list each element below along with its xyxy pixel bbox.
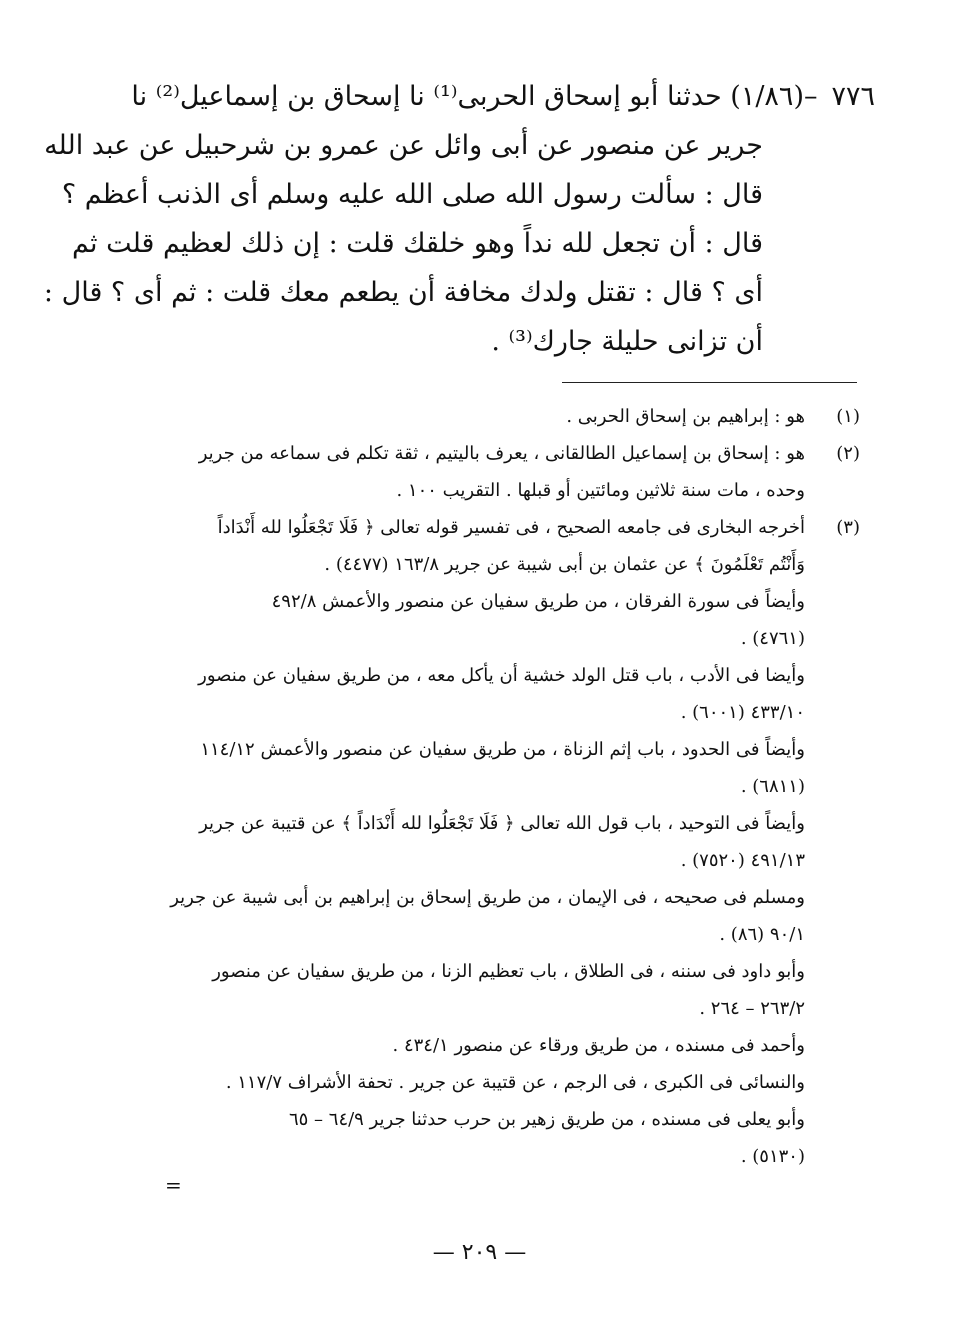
footnote-number: (١) <box>836 406 860 427</box>
footnote-line: ومسلم فى صحيحه ، فى الإيمان ، من طريق إسحاق بن إبراهيم بن أبى شيبة عن جرير <box>170 887 805 908</box>
footnote-2 <box>160 435 860 509</box>
footnote-3 <box>160 509 860 1175</box>
footnote-line: هو : إبراهيم بن إسحاق الحربى . <box>566 406 805 427</box>
footnote-line: ٤٩١/١٣ (٧٥٢٠) . <box>680 850 805 871</box>
hadith-line <box>131 72 875 121</box>
hadith-line: جرير عن منصور عن أبى وائل عن عمرو بن شرحبيل عن عبد الله <box>44 130 763 161</box>
footnote-line: وأيضاً فى الحدود ، باب إثم الزناة ، من طريق سفيان عن منصور والأعمش ١١٤/١٢ <box>200 739 805 760</box>
footnote-line: وأيضاً فى سورة الفرقان ، من طريق سفيان عن منصور والأعمش ٤٩٢/٨ <box>271 591 805 612</box>
footnote-line: (٤٧٦١) . <box>740 628 805 649</box>
hadith-line-text: –(١/٨٦) حدثنا أبو إسحاق الحربى⁽¹⁾ نا إسحاق بن إسماعيل⁽²⁾ نا <box>131 81 818 112</box>
footnote-number: (٣) <box>836 517 860 538</box>
footnote-line: ٩٠/١ (٨٦) . <box>719 924 805 945</box>
footnote-line: وحده ، مات سنة ثلاثين ومائتين أو قبلها . التقريب ١٠٠ . <box>396 480 805 501</box>
footnote-divider <box>562 382 857 383</box>
hadith-line: قال : سألت رسول الله صلى الله عليه وسلم أى الذنب أعظم ؟ <box>61 179 763 210</box>
footnote-line: ٢٦٣/٢ – ٢٦٤ . <box>699 998 805 1019</box>
footnote-line: وأيضا فى الأدب ، باب قتل الولد خشية أن يأكل معه ، من طريق سفيان عن منصور <box>198 665 805 686</box>
footnote-line: أخرجه البخارى فى جامعه الصحيح ، فى تفسير قوله تعالى ﴿ فَلَا تَجْعَلُوا لله أَنْدَاداً <box>217 517 805 538</box>
page-number: — ٢٠٩ — <box>432 1240 527 1265</box>
footnote-line: (٥١٣٠) . <box>740 1146 805 1167</box>
footnote-line: وأيضاً فى التوحيد ، باب قول الله تعالى ﴿ فَلَا تَجْعَلُوا لله أَنْدَاداً ﴾ عن قتيبة عن جرير <box>199 813 805 834</box>
footnote-1 <box>160 398 860 435</box>
hadith-line: أن تزانى حليلة جارك⁽³⁾ . <box>491 326 763 357</box>
hadith-number: ٧٧٦ <box>831 81 875 112</box>
footnote-line: ٤٣٣/١٠ (٦٠٠١) . <box>680 702 805 723</box>
footnote-line: وأبو داود فى سننه ، فى الطلاق ، باب تعظيم الزنا ، من طريق سفيان عن منصور <box>212 961 805 982</box>
footnote-line: (٦٨١١) . <box>740 776 805 797</box>
footnote-line: والنسائى فى الكبرى ، فى الرجم ، عن قتيبة عن جرير . تحفة الأشراف ١١٧/٧ . <box>225 1072 805 1093</box>
footnotes <box>160 398 860 1175</box>
footnote-number: (٢) <box>836 443 860 464</box>
hadith-line: أى ؟ قال : تقتل ولدك مخافة أن يطعم معك قلت : ثم أى ؟ قال : <box>43 277 763 308</box>
footnote-line: هو : إسحاق بن إسماعيل الطالقانى ، يعرف باليتيم ، ثقة تكلم فى سماعه من جرير <box>198 443 805 464</box>
footnote-line: وَأَنْتُم تَعْلَمُونَ ﴾ عن عثمان بن أبى شيبة عن جرير ١٦٣/٨ (٤٤٧٧) . <box>324 554 805 575</box>
footnote-line: وأبو يعلى فى مسنده ، من طريق زهير بن حرب حدثنا جرير ٦٤/٩ – ٦٥ <box>288 1109 805 1130</box>
hadith-text <box>43 72 875 366</box>
footnote-line: وأحمد فى مسنده ، من طريق ورقاء عن منصور ٤٣٤/١ . <box>392 1035 805 1056</box>
continuation-mark: = <box>165 1173 182 1197</box>
hadith-line: قال : أن تجعل لله نداً وهو خلقك قلت : إن ذلك لعظيم قلت ثم <box>72 228 763 259</box>
